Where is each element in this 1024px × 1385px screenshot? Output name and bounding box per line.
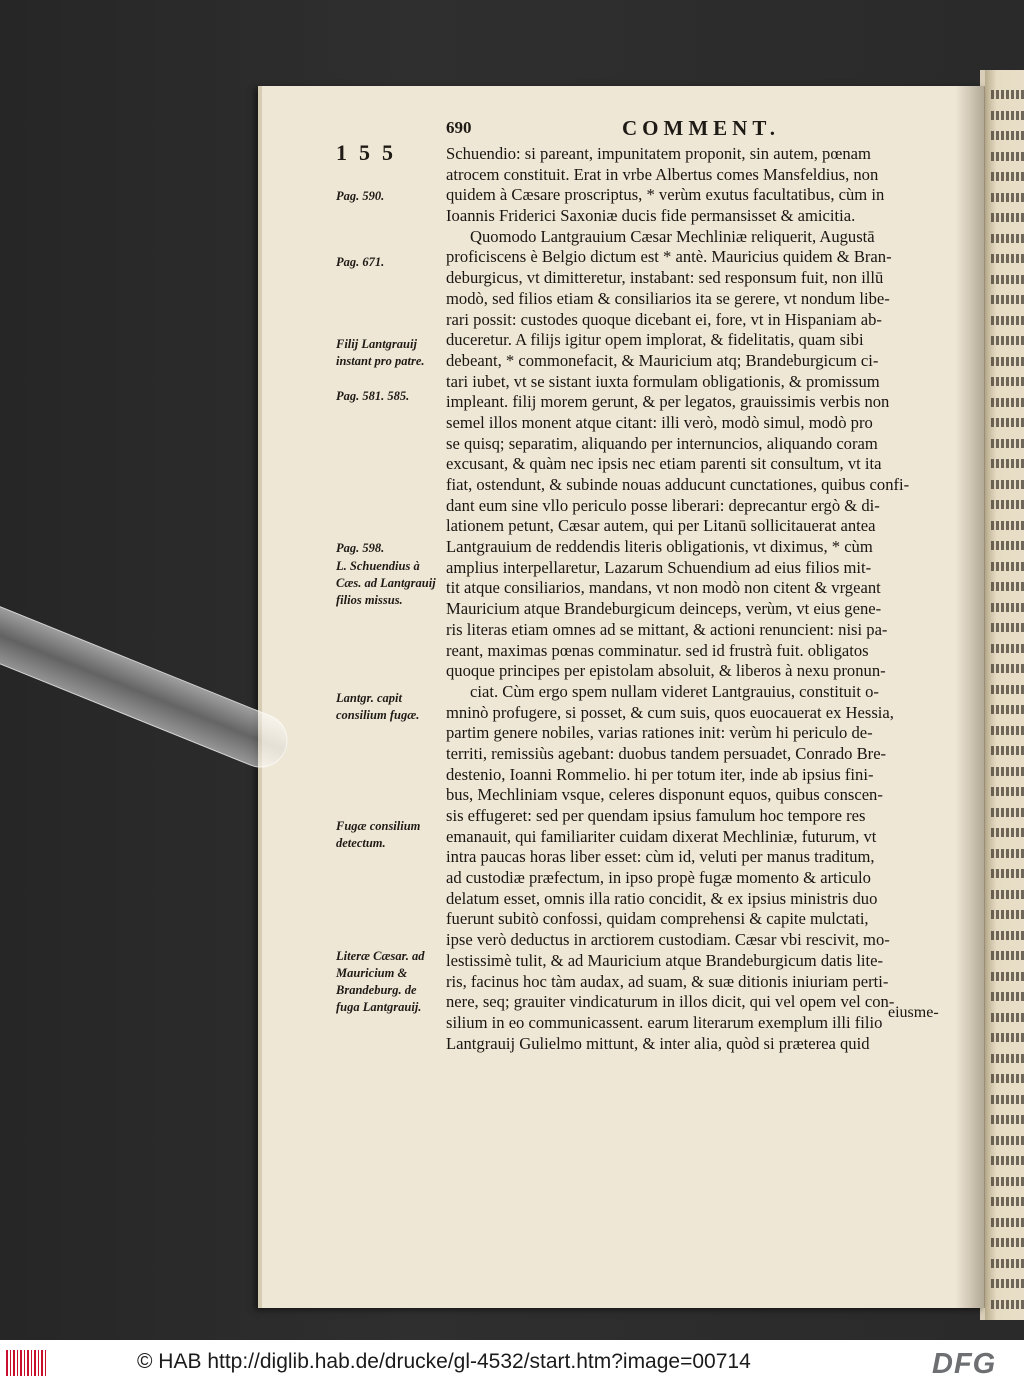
text-line: ciat. Cùm ergo spem nullam videret Lantgrauius, constituit o-	[470, 681, 879, 701]
text-line: ris literas etiam omnes ad se mittant, & actioni renuncient: nisi pa-	[446, 619, 888, 639]
text-line: intra paucas horas liber esset: cùm id, veluti per manus traditum,	[446, 847, 875, 867]
hab-logo-icon	[6, 1350, 48, 1376]
text-line: ris, facinus hoc tàm audax, ad suam, & suæ ditionis iniuriam perti-	[446, 971, 889, 991]
facing-text-mark	[991, 1300, 1024, 1309]
text-line: fuerunt subitò confossi, quidam comprehensi & capite mulctati,	[446, 909, 869, 929]
text-line: rari possit: custodes quoque dicebant ei, fore, vt in Hispaniam ab-	[446, 309, 882, 329]
text-line: sis effugeret: sed per quendam ipsius famulum hoc tempore res	[446, 806, 866, 825]
text-line: reant, maximas pœnas comminatur. sed id frustrà fuit. obligatos	[446, 640, 869, 660]
facing-text-mark	[991, 213, 1024, 222]
facing-text-mark	[991, 254, 1024, 263]
text-line: atrocem constituit. Erat in vrbe Albertus comes Mansfeldius, non	[446, 164, 879, 184]
margin-note: Pag. 590.	[336, 189, 385, 203]
facing-text-mark	[991, 500, 1024, 509]
facing-text-mark	[991, 910, 1024, 919]
facing-text-mark	[991, 459, 1024, 468]
text-line: partim genere nobiles, varias rationes init: verùm hi periculo de-	[446, 723, 873, 743]
facing-text-mark	[991, 1115, 1024, 1124]
text-line: delatum esset, omnis illa ratio concidit, & ex ipsius ministris duo	[446, 888, 878, 908]
text-line: lestissimè tulit, & ad Mauricium atque Brandeburgicum datis lite-	[446, 950, 884, 970]
footer-credit: © HAB http://diglib.hab.de/drucke/gl-4532/start.htm?image=00714	[137, 1350, 751, 1373]
facing-text-mark	[991, 131, 1024, 140]
text-line: Ioannis Friderici Saxoniæ ducis fide permansisset & amicitia.	[446, 206, 856, 226]
facing-text-mark	[991, 1013, 1024, 1022]
margin-note: Lantgr. capit consilium fugæ.	[336, 691, 420, 722]
facing-text-mark	[991, 172, 1024, 181]
text-line: ipse verò deductus in arctiorem custodiam. Cæsar vbi rescivit, mo-	[446, 930, 890, 950]
facing-text-mark	[991, 726, 1024, 735]
margin-note: Pag. 671.	[336, 255, 385, 269]
margin-note: Fugæ consilium detectum.	[336, 819, 421, 850]
text-line: amplius interpellaretur, Lazarum Schuendium ad eius filios mit-	[446, 557, 872, 577]
text-line: tari iubet, vt se sistant iuxta formulam obligationis, & promissum	[446, 371, 880, 391]
dfg-logo: DFG	[932, 1348, 997, 1380]
facing-text-mark	[991, 808, 1024, 817]
facing-text-mark	[991, 295, 1024, 304]
facing-text-mark	[991, 1218, 1024, 1227]
facing-text-mark	[991, 746, 1024, 755]
running-head: COMMENT.	[622, 116, 781, 140]
footer-bar	[0, 1340, 1024, 1385]
text-line: impleant. filij morem gerunt, & per legatos, grauissimis verbis non	[446, 392, 890, 412]
facing-text-mark	[991, 828, 1024, 837]
margin-note: L. Schuendius à Cæs. ad Lantgrauij filios missus.	[336, 559, 436, 607]
text-line: mninò profugere, si posset, & cum suis, quos euocauerat ex Hessia,	[446, 702, 894, 722]
facing-text-mark	[991, 992, 1024, 1001]
facing-text-mark	[991, 193, 1024, 202]
facing-text-mark	[991, 336, 1024, 345]
facing-text-mark	[991, 152, 1024, 161]
facing-text-mark	[991, 931, 1024, 940]
facing-text-mark	[991, 787, 1024, 796]
text-line: debeant, * commonefacit, & Mauricium atq; Brandeburgicum ci-	[446, 350, 879, 370]
facing-text-mark	[991, 582, 1024, 591]
text-line: modò, sed filios etiam & consiliarios ita se gerere, vt nondum libe-	[446, 288, 890, 308]
text-line: emanauit, qui familiariter cuidam dixerat Mechliniæ, futurum, vt	[446, 826, 877, 846]
margin-note: Filij Lantgrauij instant pro patre.	[336, 337, 425, 368]
facing-text-mark	[991, 1177, 1024, 1186]
text-line: bus, Mechliniam vsque, celeres disponunt equos, quibus conscen-	[446, 785, 883, 805]
text-line: silium in eo communicassent. earum literarum exemplum illi filio	[446, 1012, 883, 1032]
facing-text-mark	[991, 767, 1024, 776]
facing-text-mark	[991, 603, 1024, 612]
facing-text-mark	[991, 644, 1024, 653]
facing-text-mark	[991, 951, 1024, 960]
facing-text-mark	[991, 623, 1024, 632]
facing-text-mark	[991, 1279, 1024, 1288]
facing-text-mark	[991, 705, 1024, 714]
text-line: lationem petunt, Cæsar autem, qui per Litanū sollicitauerat antea	[446, 516, 876, 536]
text-line: Lantgrauium de reddendis literis obligationis, vt diximus, * cùm	[446, 537, 873, 557]
facing-text-mark	[991, 234, 1024, 243]
facing-text-mark	[991, 1136, 1024, 1145]
text-line: semel illos monent atque citant: illi verò, modò simul, modò pro	[446, 412, 873, 432]
facing-text-mark	[991, 849, 1024, 858]
facing-text-mark	[991, 1197, 1024, 1206]
text-line: tit atque consiliarios, mandans, vt non modò non citent & vrgeant	[446, 578, 881, 598]
text-line: deburgicus, vt dimitteretur, instabant: sed responsum fuit, non illū	[446, 268, 884, 288]
text-line: se quisq; separatim, aliquando per internuncios, aliquando coram	[446, 433, 878, 453]
page-number: 690	[446, 118, 472, 137]
text-line: excusant, & quàm nec ipsis nec etiam parenti sit consultum, vt ita	[446, 454, 882, 474]
facing-text-mark	[991, 111, 1024, 120]
text-line: fiat, ostendunt, & subinde nouas adducunt cunctationes, quibus confi-	[446, 475, 910, 494]
facing-text-mark	[991, 685, 1024, 694]
facing-text-mark	[991, 418, 1024, 427]
facing-text-mark	[991, 90, 1024, 99]
facing-text-mark	[991, 377, 1024, 386]
text-line: destenio, Ioanni Rommelio. hi per totum iter, inde ab ipsius fini-	[446, 764, 874, 784]
catchword: eiusme-	[888, 1004, 939, 1021]
facing-text-mark	[991, 541, 1024, 550]
margin-note: Pag. 598.	[336, 541, 385, 555]
body-text	[446, 144, 950, 1054]
facing-text-mark	[991, 1238, 1024, 1247]
text-line: ad custodiæ præfectum, in ipso propè fugæ momento & articulo	[446, 868, 871, 888]
facing-page-edge	[985, 70, 1024, 1320]
facing-text-mark	[991, 562, 1024, 571]
facing-text-mark	[991, 275, 1024, 284]
facing-text-mark	[991, 1074, 1024, 1083]
facing-text-mark	[991, 1156, 1024, 1165]
facing-text-mark	[991, 972, 1024, 981]
facing-text-mark	[991, 480, 1024, 489]
text-line: dant eum sine vllo periculo posse liberari: deprecantur ergò & di-	[446, 495, 880, 515]
facing-text-mark	[991, 357, 1024, 366]
facing-text-mark	[991, 1054, 1024, 1063]
text-line: Lantgrauij Gulielmo mittunt, & inter alia, quòd si præterea quid	[446, 1033, 870, 1053]
text-line: nere, seq; grauiter vindicaturum in illos dicit, qui vel opem vel con-	[446, 992, 895, 1012]
text-line: duceretur. A filijs igitur opem implorat, & fidelitatis, quam sibi	[446, 330, 864, 350]
facing-text-mark	[991, 664, 1024, 673]
text-line: Schuendio: si pareant, impunitatem proponit, sin autem, pœnam	[446, 144, 871, 163]
facing-text-mark	[991, 890, 1024, 899]
gutter-shadow	[955, 86, 985, 1308]
facing-text-mark	[991, 398, 1024, 407]
text-line: Quomodo Lantgrauium Cæsar Mechliniæ reliquerit, Augustā	[470, 226, 875, 246]
facing-text-mark	[991, 1259, 1024, 1268]
text-line: territi, remissiùs agebant: duobus tandem persuadet, Conrado Bre-	[446, 743, 887, 763]
facing-text-mark	[991, 439, 1024, 448]
margin-note: Literæ Cæsar. ad Mauricium & Brandeburg. de fuga Lantgrauij.	[336, 949, 425, 1014]
facing-text-mark	[991, 316, 1024, 325]
text-line: quoque principes per epistolam absoluit, & liberos à nexu pronun-	[446, 661, 886, 681]
text-line: proficiscens è Belgio dictum est * antè. Mauricius quidem & Bran-	[446, 247, 892, 267]
facing-text-mark	[991, 521, 1024, 530]
text-line: quidem à Cæsare proscriptus, * verùm exutus facultatibus, cùm in	[446, 185, 885, 205]
text-line: Mauricium atque Brandeburgicum deinceps, verùm, vt eius gene-	[446, 599, 882, 619]
facing-text-mark	[991, 869, 1024, 878]
margin-note: Pag. 581. 585.	[336, 389, 410, 403]
page-header	[446, 116, 946, 140]
marginal-year: 155	[336, 140, 405, 165]
facing-text-mark	[991, 1095, 1024, 1104]
facing-text-mark	[991, 1033, 1024, 1042]
